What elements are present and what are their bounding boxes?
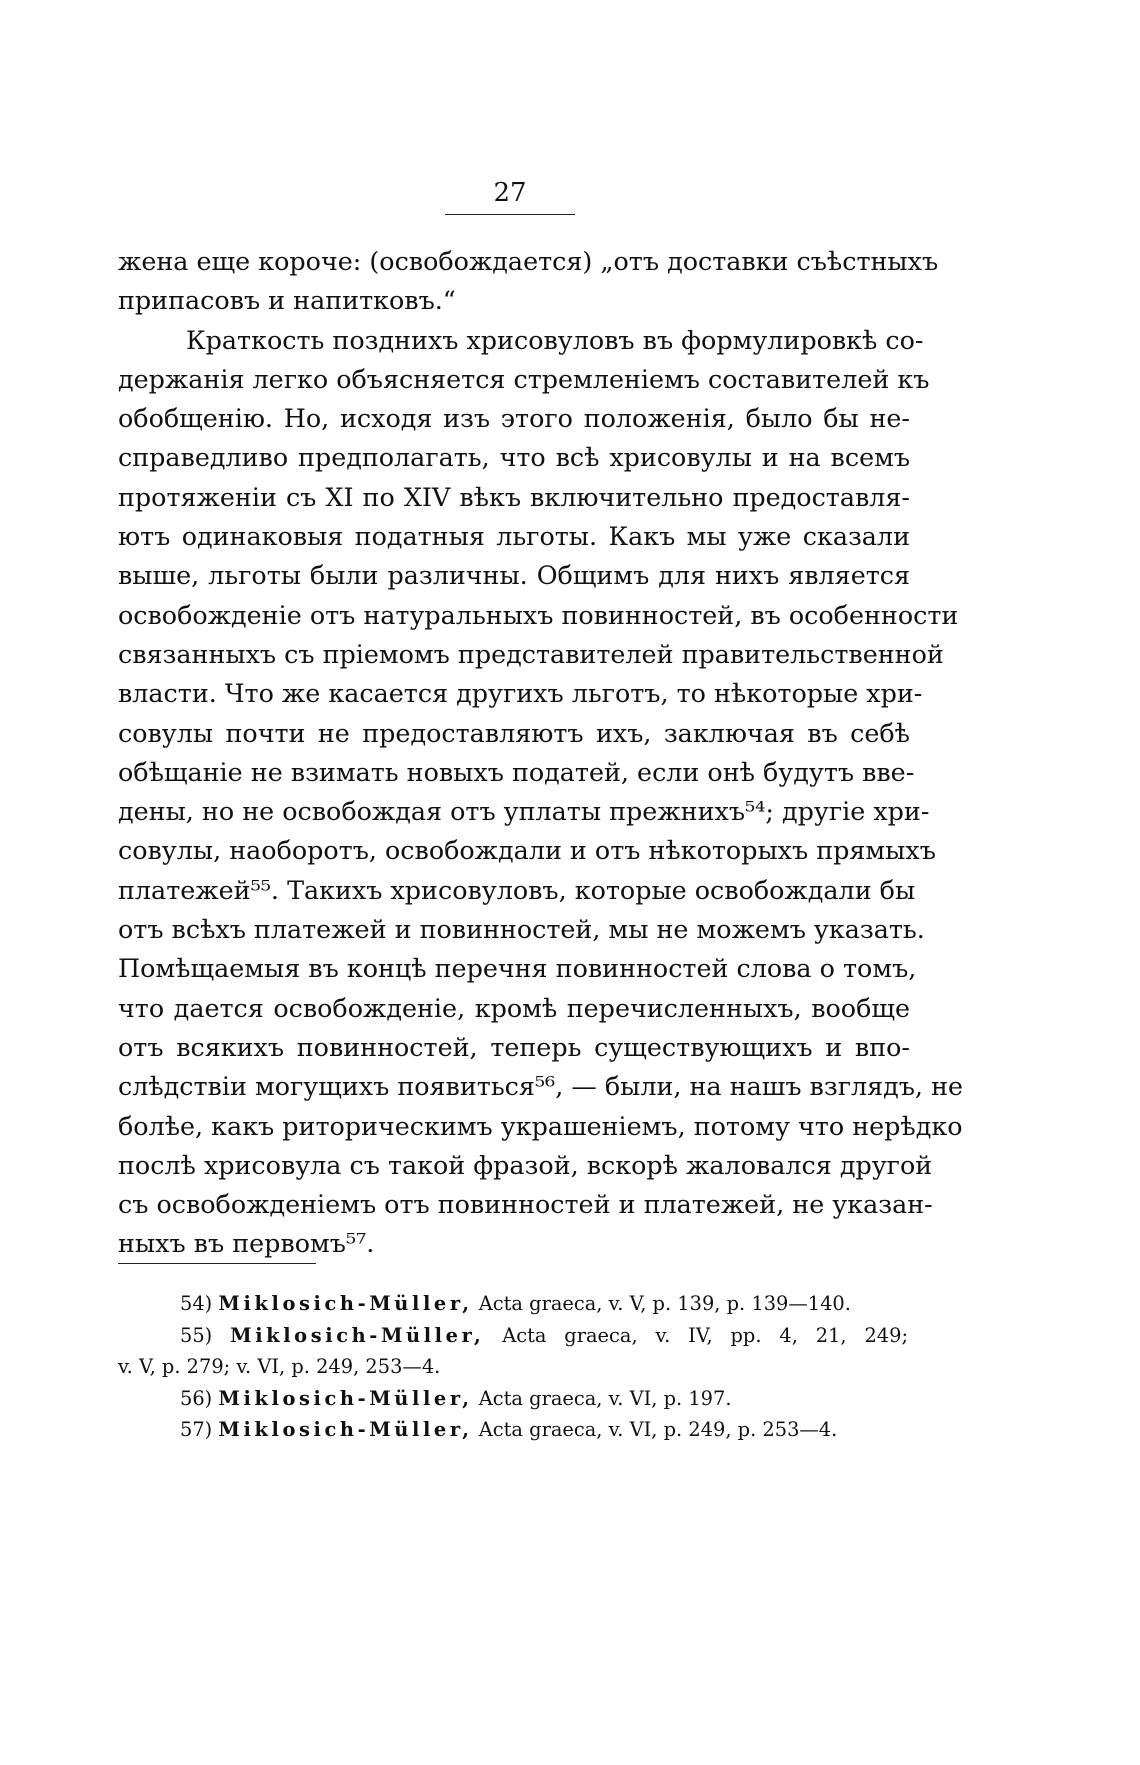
footnote-57: [118, 1414, 908, 1446]
footnote-author: Miklosich-Müller,: [230, 1323, 485, 1347]
text-line: послѣ хрисовула съ такой фразой, вскорѣ жаловался другой: [118, 1149, 933, 1180]
text-line: обобщенію. Но, исходя изъ этого положенія, было бы не-: [118, 403, 910, 434]
text-line: Краткость позднихъ хрисовуловъ въ формулировкѣ со-: [186, 324, 924, 355]
footnote-author: Miklosich-Müller,: [218, 1418, 473, 1441]
footnote-citation: Acta graeca, v. VI, p. 197.: [472, 1386, 732, 1410]
footnote-citation: Acta graeca, v. IV, pp. 4, 21, 249;: [484, 1323, 909, 1347]
text-line: ютъ одинаковыя податныя льготы. Какъ мы уже сказали: [118, 521, 910, 552]
footnote-54: [118, 1288, 908, 1320]
text-line: освобожденіе отъ натуральныхъ повинностей, въ особенности: [118, 599, 959, 630]
footnote-citation: Acta graeca, v. V, p. 139, p. 139—140.: [472, 1292, 851, 1315]
footnote-55: [118, 1320, 908, 1352]
text-line: протяженіи съ XI по XIV вѣкъ включительно предоставля-: [118, 481, 910, 512]
footnote-continuation: v. V, p. 279; v. VI, p. 249, 253—4.: [118, 1355, 441, 1378]
text-line: слѣдствіи могущихъ появиться⁵⁶, — были, на нашъ взглядъ, не: [118, 1071, 964, 1102]
footnote-citation: Acta graeca, v. VI, p. 249, p. 253—4.: [472, 1418, 838, 1441]
text-line: съ освобожденіемъ отъ повинностей и платежей, не указан-: [118, 1189, 933, 1220]
text-line: отъ всѣхъ платежей и повинностей, мы не можемъ указать.: [118, 914, 925, 945]
page-number: 27: [445, 178, 575, 215]
text-line: совулы почти не предоставляютъ ихъ, заключая въ себѣ: [118, 717, 910, 748]
text-line: Помѣщаемыя въ концѣ перечня повинностей слова о томъ,: [118, 953, 917, 984]
text-line: связанныхъ съ пріемомъ представителей правительственной: [118, 638, 944, 669]
footnote-number: 57): [180, 1418, 213, 1441]
text-line: жена еще короче: (освобождается) „отъ доставки съѣстныхъ: [118, 246, 939, 276]
text-line: выше, льготы были различны. Общимъ для нихъ является: [118, 560, 910, 591]
text-line: справедливо предполагать, что всѣ хрисовулы и на всемъ: [118, 442, 910, 473]
footnote-author: Miklosich-Müller,: [218, 1386, 473, 1410]
footnote-author: Miklosich-Müller,: [218, 1292, 473, 1315]
text-line: дены, но не освобождая отъ уплаты прежнихъ⁵⁴; другіе хри-: [118, 796, 930, 827]
footnotes: [118, 1288, 908, 1446]
text-line: болѣе, какъ риторическимъ украшеніемъ, потому что нерѣдко: [118, 1110, 963, 1141]
text-line: платежей⁵⁵. Такихъ хрисовуловъ, которые освобождали бы: [118, 874, 916, 905]
body-text: [118, 242, 964, 1264]
text-line: совулы, наоборотъ, освобождали и отъ нѣкоторыхъ прямыхъ: [118, 835, 936, 866]
text-line: держанія легко объясняется стремленіемъ составителей къ: [118, 363, 930, 394]
footnote-number: 54): [180, 1292, 213, 1315]
footnote-56: [118, 1383, 908, 1415]
text-line: что дается освобожденіе, кромѣ перечисленныхъ, вообще: [118, 992, 910, 1023]
footnote-number: 56): [180, 1386, 213, 1410]
footnote-separator: [118, 1263, 316, 1264]
text-line: припасовъ и напитковъ.“: [118, 285, 456, 316]
text-line: ныхъ въ первомъ⁵⁷.: [118, 1228, 375, 1259]
footnote-number: 55): [180, 1323, 213, 1347]
text-line: власти. Что же касается другихъ льготъ, то нѣкоторые хри-: [118, 678, 923, 709]
text-line: обѣщаніе не взимать новыхъ податей, если онѣ будутъ вве-: [118, 756, 915, 787]
text-line: отъ всякихъ повинностей, теперь существующихъ и впо-: [118, 1031, 910, 1062]
